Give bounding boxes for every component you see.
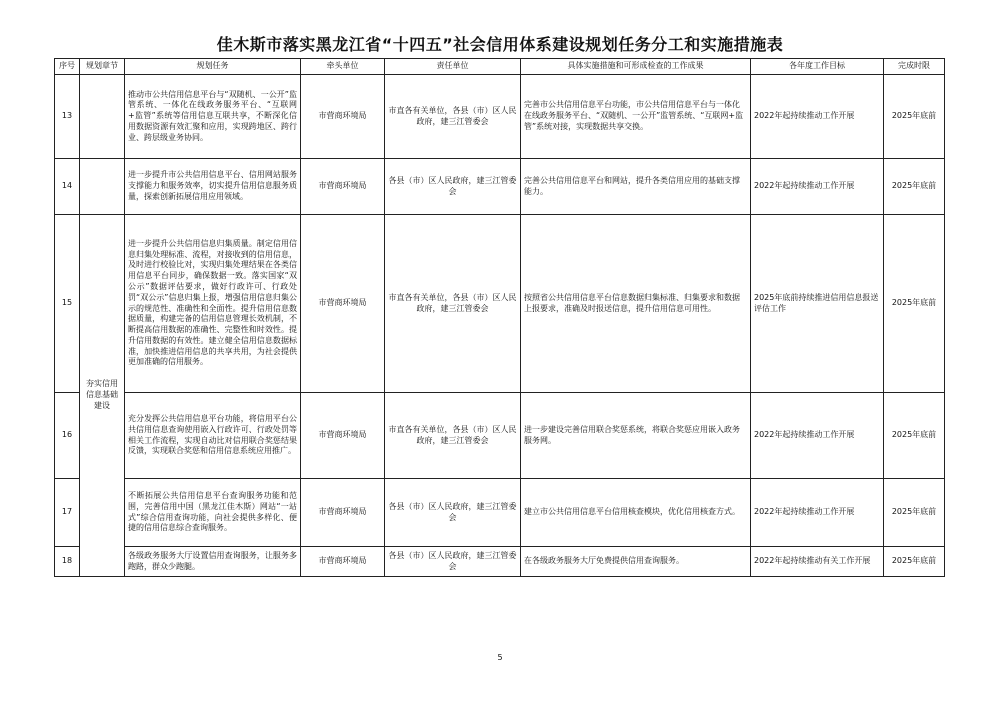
lead-unit-cell: 市营商环境局 — [301, 393, 385, 479]
page-number: 5 — [497, 653, 503, 662]
goal-cell: 2022年起持续推动工作开展 — [751, 393, 884, 479]
header-no: 序号 — [55, 59, 80, 75]
measure-cell: 在各级政务服务大厅免费提供信用查询服务。 — [521, 547, 751, 577]
measure-cell: 进一步建设完善信用联合奖惩系统，将联合奖惩应用嵌入政务服务网。 — [521, 393, 751, 479]
task-cell: 进一步提升市公共信用信息平台、信用网站服务支撑能力和服务效率，切实提升信用信息服务质量，探索创新拓展信用应用领域。 — [125, 159, 301, 215]
lead-unit-cell: 市营商环境局 — [301, 159, 385, 215]
goal-cell: 2022年起持续推动工作开展 — [751, 479, 884, 547]
header-chapter: 规划章节 — [80, 59, 125, 75]
lead-unit-cell: 市营商环境局 — [301, 75, 385, 159]
task-cell: 推动市公共信用信息平台与“双随机、一公开”监管系统、一体化在线政务服务平台、“互联网+监管”系统等信用信息互联共享，不断深化信用数据资源有效汇聚和应用，实现跨地区、跨行业、跨层级业务协同。 — [125, 75, 301, 159]
table-header-row — [55, 59, 945, 75]
responsible-unit-cell: 市直各有关单位，各县（市）区人民政府，建三江管委会 — [385, 393, 521, 479]
header-task: 规划任务 — [125, 59, 301, 75]
table-row — [55, 393, 945, 479]
goal-cell: 2022年起持续推动有关工作开展 — [751, 547, 884, 577]
table-row — [55, 75, 945, 159]
task-cell: 进一步提升公共信用信息归集质量。制定信用信息归集处理标准、流程，对接收到的信用信息，及时进行校验比对，实现归集处理结果在各类信用信息平台同步，确保数据一致。落实国家“双公示”数据评估要求，做好行政许可、行政处罚“双公示”信息归集上报，增强信用信息归集公示的规范性、准确性和全面性。提升信用信息数据质量，构建完备的信用信息管理长效机制，不断提高信用数据的准确性、完整性和时效性。提升信用数据的有效性。建立健全信用信息数据标准，加快推进信用信息的共享共用，为社会提供更加准确的信用服务。 — [125, 215, 301, 393]
task-cell: 各级政务服务大厅设置信用查询服务，让服务多跑路，群众少跑腿。 — [125, 547, 301, 577]
responsible-unit-cell: 市直各有关单位，各县（市）区人民政府，建三江管委会 — [385, 75, 521, 159]
header-lead-unit: 牵头单位 — [301, 59, 385, 75]
goal-cell: 2022年起持续推动工作开展 — [751, 75, 884, 159]
table-row — [55, 479, 945, 547]
row-number: 13 — [55, 75, 80, 159]
goal-cell: 2025年底前持续推进信用信息报送评估工作 — [751, 215, 884, 393]
header-responsible-unit: 责任单位 — [385, 59, 521, 75]
goal-cell: 2022年起持续推动工作开展 — [751, 159, 884, 215]
task-cell: 充分发挥公共信用信息平台功能，将信用平台公共信用信息查询使用嵌入行政许可、行政处罚等相关工作流程，实现自动比对信用联合奖惩结果反馈，实现联合奖惩和信用信息系统应用推广。 — [125, 393, 301, 479]
chapter-cell — [80, 159, 125, 215]
row-number: 16 — [55, 393, 80, 479]
measure-cell: 按照省公共信用信息平台信息数据归集标准、归集要求和数据上报要求，准确及时报送信息，提升信用信息可用性。 — [521, 215, 751, 393]
deadline-cell: 2025年底前 — [884, 479, 945, 547]
responsible-unit-cell: 各县（市）区人民政府，建三江管委会 — [385, 479, 521, 547]
table-row — [55, 547, 945, 577]
deadline-cell: 2025年底前 — [884, 547, 945, 577]
deadline-cell: 2025年底前 — [884, 215, 945, 393]
task-table — [54, 58, 945, 577]
lead-unit-cell: 市营商环境局 — [301, 547, 385, 577]
lead-unit-cell: 市营商环境局 — [301, 215, 385, 393]
lead-unit-cell: 市营商环境局 — [301, 479, 385, 547]
document-title: 佳木斯市落实黑龙江省“十四五”社会信用体系建设规划任务分工和实施措施表 — [216, 35, 784, 54]
row-number: 18 — [55, 547, 80, 577]
row-number: 14 — [55, 159, 80, 215]
header-measures: 具体实施措施和可形成检查的工作成果 — [521, 59, 751, 75]
table-row — [55, 159, 945, 215]
table-row — [55, 215, 945, 393]
measure-cell: 完善公共信用信息平台和网站，提升各类信用应用的基础支撑能力。 — [521, 159, 751, 215]
deadline-cell: 2025年底前 — [884, 159, 945, 215]
deadline-cell: 2025年底前 — [884, 393, 945, 479]
task-cell: 不断拓展公共信用信息平台查询服务功能和范围，完善信用中国（黑龙江佳木斯）网站“一站式”综合信用查询功能，向社会提供多样化、便捷的信用信息综合查询服务。 — [125, 479, 301, 547]
chapter-cell-merged: 夯实信用信息基础建设 — [80, 215, 125, 577]
header-deadline: 完成时限 — [884, 59, 945, 75]
responsible-unit-cell: 各县（市）区人民政府，建三江管委会 — [385, 159, 521, 215]
measure-cell: 建立市公共信用信息平台信用核查模块，优化信用核查方式。 — [521, 479, 751, 547]
row-number: 17 — [55, 479, 80, 547]
measure-cell: 完善市公共信用信息平台功能，市公共信用信息平台与一体化在线政务服务平台、“双随机、一公开”监管系统、“互联网+监管”系统对接，实现数据共享交换。 — [521, 75, 751, 159]
responsible-unit-cell: 市直各有关单位，各县（市）区人民政府，建三江管委会 — [385, 215, 521, 393]
responsible-unit-cell: 各县（市）区人民政府，建三江管委会 — [385, 547, 521, 577]
header-annual-goals: 各年度工作目标 — [751, 59, 884, 75]
chapter-cell — [80, 75, 125, 159]
deadline-cell: 2025年底前 — [884, 75, 945, 159]
row-number: 15 — [55, 215, 80, 393]
